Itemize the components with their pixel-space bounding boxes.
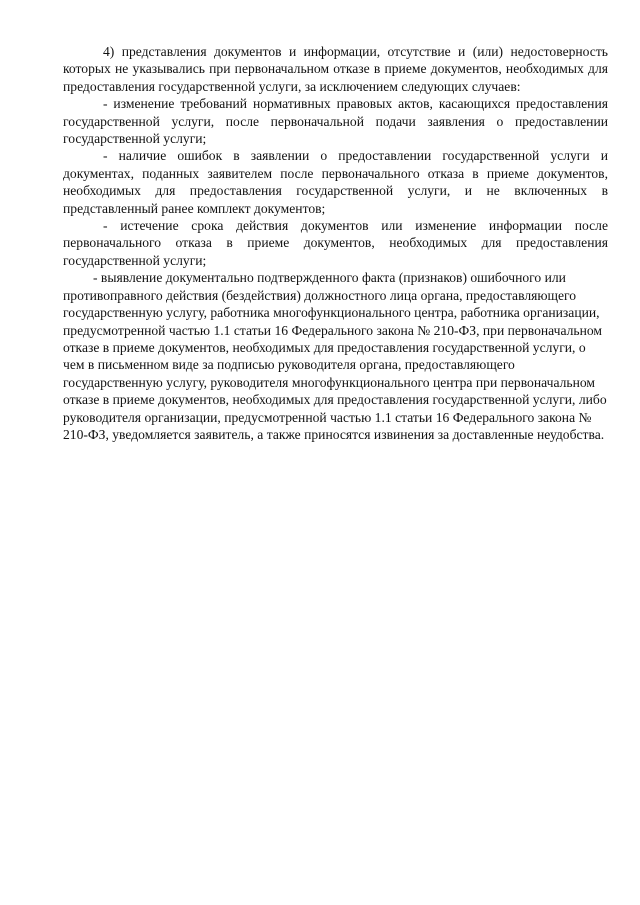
paragraph-item-4: 4) представления документов и информации, отсутствие и (или) недостоверность которых не указывались при первоначальном отказе в приеме документов, необходимых для предоставления государственной услуги, за исключением следующих случаев: [63,44,608,94]
document-body [63,43,608,443]
paragraph-exception-expiry: - истечение срока действия документов или изменение информации после первоначального отказа в приеме документов, необходимых для предоставления государственной услуги; [63,218,608,268]
paragraph-exception-errors: - наличие ошибок в заявлении о предоставлении государственной услуги и документах, поданных заявителем после первоначального отказа в приеме документов, необходимых для предоставления государственной услуги, и не включенных в представленный ранее комплект документов; [63,148,608,216]
paragraph-exception-legal-changes: - изменение требований нормативных правовых актов, касающихся предоставления государственной услуги, после первоначальной подачи заявления о предоставлении государственной услуги; [63,96,608,147]
paragraph-exception-official-error: - выявление документально подтвержденного факта (признаков) ошибочного или противоправного действия (бездействия) должностного лица органа, предоставляющего государственную услугу, работника многофункционального центра, работника организации, предусмотренной частью 1.1 статьи 16 Федерального закона № 210-ФЗ, при первоначальном отказе в приеме документов, необходимых для предоставления государственной услуги, о чем в письменном виде за подписью руководителя органа, предоставляющего государственную услугу, руководителя многофункционального центра при первоначальном отказе в приеме документов, необходимых для предоставления государственной услуги, либо руководителя организации, предусмотренной частью 1.1 статьи 16 Федерального закона № 210-ФЗ, уведомляется заявитель, а также приносятся извинения за доставленные неудобства. [63,270,607,442]
